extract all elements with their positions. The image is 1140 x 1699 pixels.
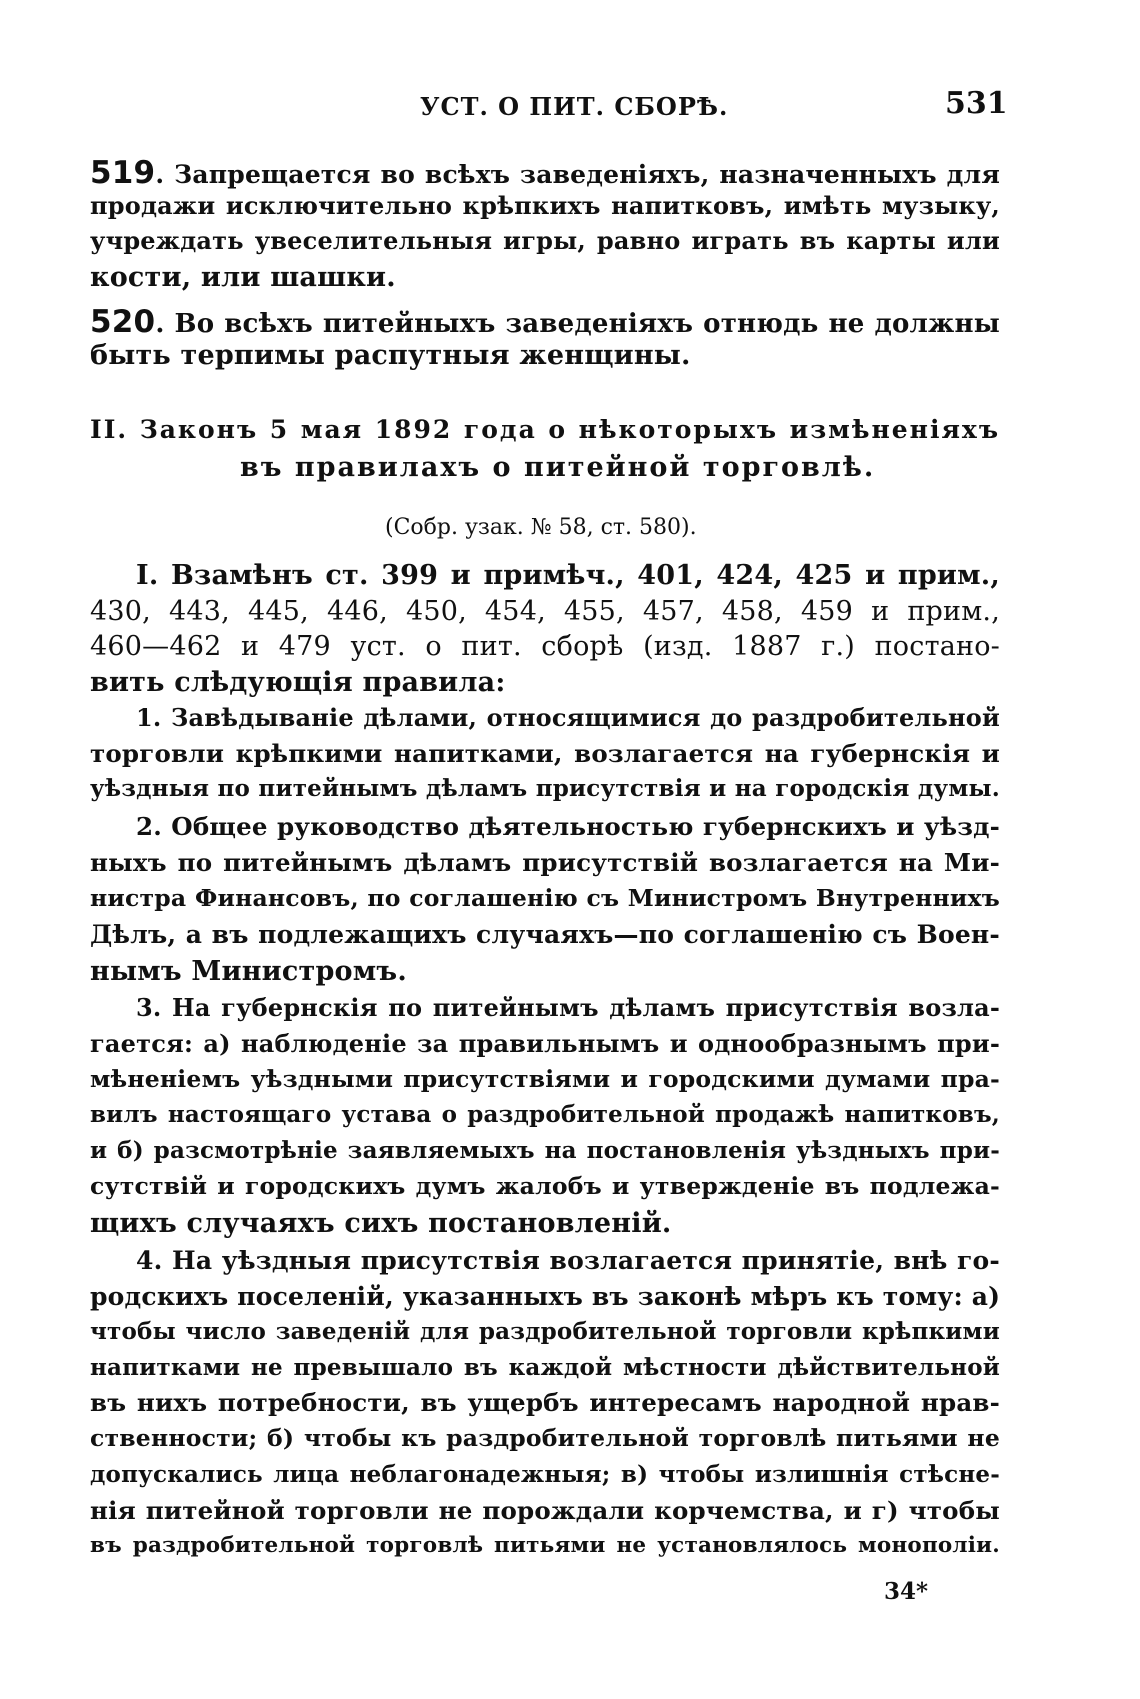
source-citation: (Собр. узак. № 58, ст. 580).: [385, 515, 697, 540]
article-text: . Запрещается во всѣхъ заведеніяхъ, назначенныхъ для: [155, 160, 1000, 189]
item-2-line: нистра Финансовъ, по соглашенію съ Министромъ Внутреннихъ: [90, 884, 1000, 912]
article-text: . Во всѣхъ питейныхъ заведеніяхъ отнюдь не должны: [155, 309, 1000, 339]
item-3-line: вилъ настоящаго устава о раздробительной продажѣ напитковъ,: [90, 1101, 1000, 1128]
article-519-first-line: [90, 155, 1000, 191]
item-4-line: нія питейной торговли не порождали корчемства, и г) чтобы: [90, 1496, 1000, 1525]
section-title-line-1: II. Законъ 5 мая 1892 года о нѣкоторыхъ измѣненіяхъ: [90, 415, 1000, 444]
item-4-line: родскихъ поселеній, указанныхъ въ законѣ мѣръ къ тому: а): [90, 1282, 1001, 1311]
intro-line: 460—462 и 479 уст. о пит. сборѣ (изд. 1887 г.) постано-: [90, 631, 1000, 662]
section-title-line-2: въ правилахъ о питейной торговлѣ.: [240, 452, 876, 483]
item-1-line: торговли крѣпкими напитками, возлагается на губернскія и: [90, 739, 1000, 768]
item-2-line: 2. Общее руководство дѣятельностью губернскихъ и уѣзд-: [136, 812, 1000, 841]
item-4-line: въ раздробительной торговлѣ питьями не установлялось монополіи.: [90, 1533, 1000, 1558]
item-3-line: сутствій и городскихъ думъ жалобъ и утвержденіе въ подлежа-: [90, 1172, 1000, 1200]
signature-mark: 34*: [884, 1578, 929, 1605]
item-4-line: допускались лица неблагонадежныя; в) чтобы излишнія стѣсне-: [90, 1461, 1000, 1488]
intro-line: вить слѣдующія правила:: [90, 667, 506, 698]
article-number: 520: [90, 304, 156, 340]
running-head: УСТ. О ПИТ. СБОРѢ.: [420, 92, 729, 121]
item-4-line: 4. На уѣздныя присутствія возлагается принятіе, внѣ го-: [136, 1246, 1000, 1275]
article-519-line: кости, или шашки.: [90, 262, 396, 293]
item-2-line: ныхъ по питейнымъ дѣламъ присутствій возлагается на Ми-: [90, 848, 1000, 877]
article-520-line: быть терпимы распутныя женщины.: [90, 340, 691, 371]
item-4-line: чтобы число заведеній для раздробительной торговли крѣпкими: [90, 1318, 1000, 1345]
item-3-line: щихъ случаяхъ сихъ постановленій.: [90, 1208, 672, 1239]
intro-line: I. Взамѣнъ ст. 399 и примѣч., 401, 424, 425 и прим.,: [136, 560, 1000, 591]
item-3-line: гается: а) наблюденіе за правильнымъ и однообразнымъ при-: [90, 1029, 1000, 1058]
item-2-line: нымъ Министромъ.: [90, 956, 407, 987]
item-1-line: 1. Завѣдываніе дѣлами, относящимися до раздробительной: [136, 703, 1000, 732]
article-520-first-line: [90, 304, 1000, 340]
item-2-line: Дѣлъ, а въ подлежащихъ случаяхъ—по соглашенію съ Воен-: [90, 920, 1000, 949]
article-519-line: продажи исключительно крѣпкихъ напитковъ, имѣть музыку,: [90, 191, 1000, 220]
item-3-line: 3. На губернскія по питейнымъ дѣламъ присутствія возла-: [136, 993, 1000, 1022]
item-1-line: уѣздныя по питейнымъ дѣламъ присутствія и на городскія думы.: [90, 775, 1000, 802]
item-3-line: и б) разсмотрѣніе заявляемыхъ на постановленія уѣздныхъ при-: [90, 1137, 1000, 1164]
intro-line: 430, 443, 445, 446, 450, 454, 455, 457, 458, 459 и прим.,: [90, 596, 1000, 627]
page-number: 531: [945, 86, 1008, 121]
item-4-line: ственности; б) чтобы къ раздробительной торговлѣ питьями не: [90, 1424, 1000, 1452]
item-4-line: въ нихъ потребности, въ ущербъ интересамъ народной нрав-: [90, 1388, 1000, 1417]
item-4-line: напитками не превышало въ каждой мѣстности дѣйствительной: [90, 1354, 1000, 1381]
article-number: 519: [90, 155, 156, 191]
article-519-line: учреждать увеселительныя игры, равно играть въ карты или: [90, 226, 1000, 255]
item-3-line: мѣненіемъ уѣздными присутствіями и городскими думами пра-: [90, 1065, 1000, 1093]
